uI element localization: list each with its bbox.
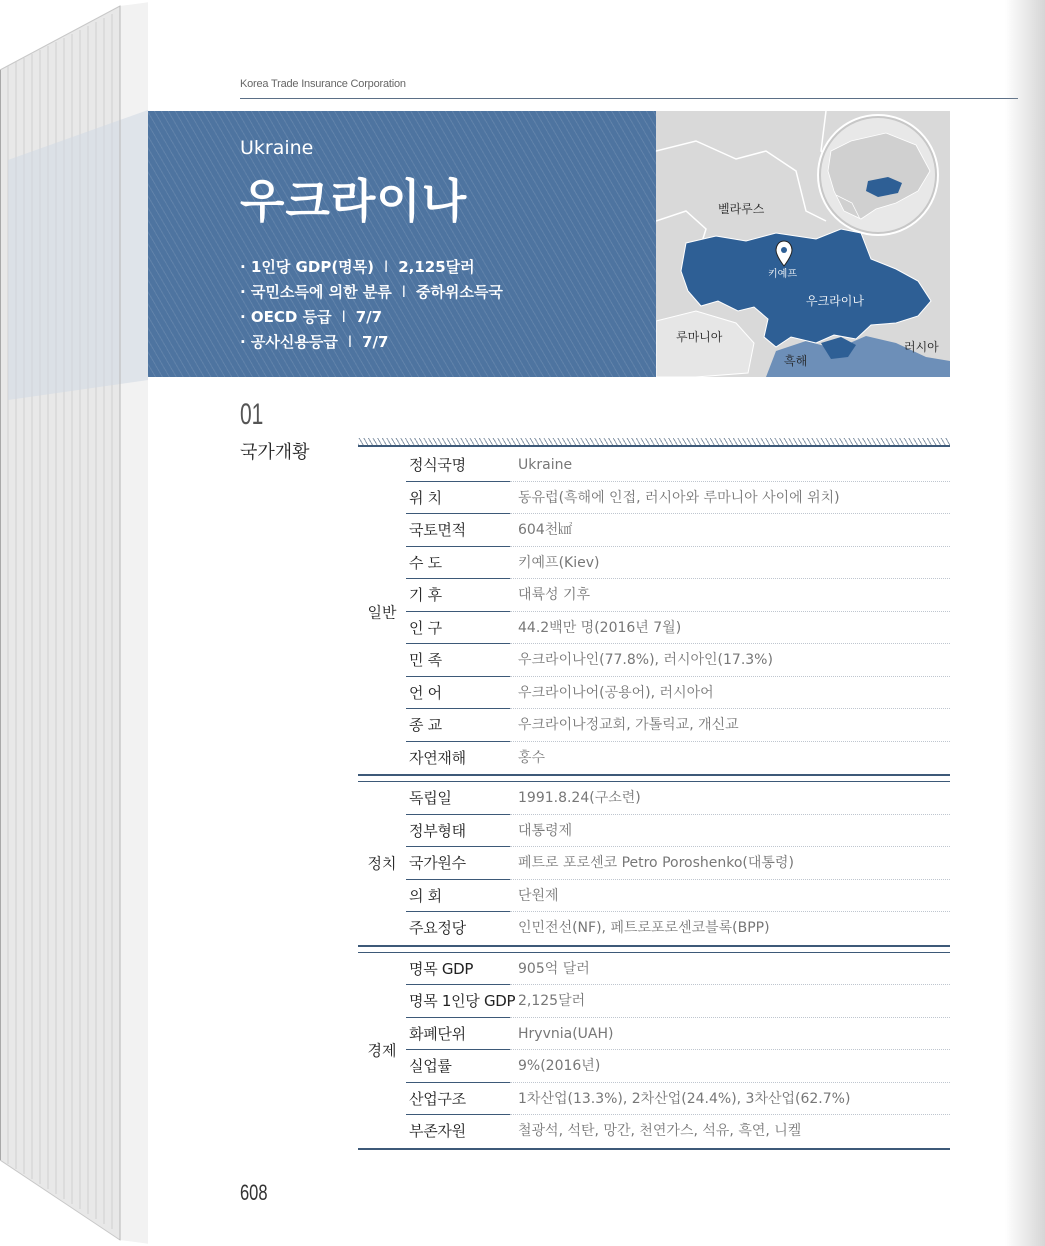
group-general — [358, 449, 950, 776]
row-key: 인 구 — [406, 612, 510, 645]
fact-item — [240, 305, 503, 330]
fact-item — [240, 255, 503, 280]
header-rule — [240, 98, 1018, 99]
table-row — [406, 782, 950, 815]
group-label: 일반 — [367, 603, 397, 621]
map-label-belarus: 벨라루스 — [718, 202, 765, 216]
fact-value: 7/7 — [362, 333, 389, 351]
running-head: Korea Trade Insurance Corporation — [240, 78, 406, 90]
row-value: 홍수 — [518, 749, 546, 766]
map-label-ukraine: 우크라이나 — [806, 294, 864, 308]
row-key: 화폐단위 — [406, 1018, 510, 1051]
country-banner — [148, 111, 656, 377]
row-value: 페트로 포로센코 Petro Poroshenko(대통령) — [510, 847, 950, 880]
book-page — [148, 2, 1018, 1244]
row-value: 철광석, 석탄, 망간, 천연가스, 석유, 흑연, 니켈 — [518, 1123, 802, 1139]
group-politics — [358, 781, 950, 947]
table-row — [406, 847, 950, 880]
location-map — [656, 111, 950, 377]
key-facts-list — [240, 255, 503, 355]
fact-item — [240, 330, 503, 355]
row-value: 우크라이나어(공용어), 러시아어 — [510, 677, 950, 710]
row-key: 정식국명 — [406, 449, 510, 482]
row-key: 명목 1인당 GDP — [406, 985, 510, 1018]
row-value: 동유럽(흑해에 인접, 러시아와 루마니아 사이에 위치) — [510, 482, 950, 515]
row-key: 민 족 — [406, 644, 510, 677]
row-value: 우크라이나정교회, 가톨릭교, 개신교 — [510, 709, 950, 742]
row-value: 1차산업(13.3%), 2차산업(24.4%), 3차산업(62.7%) — [510, 1083, 950, 1116]
row-key: 국가원수 — [406, 847, 510, 880]
row-key: 명목 GDP — [406, 953, 510, 986]
row-value: 대륙성 기후 — [510, 579, 950, 612]
row-key: 언 어 — [406, 677, 510, 710]
table-header-bar — [358, 438, 950, 447]
row-key: 의 회 — [406, 880, 510, 913]
section-number: 01 — [240, 398, 264, 431]
table-row — [406, 742, 950, 775]
row-value: 2,125달러 — [510, 985, 950, 1018]
row-value: 604천㎢ — [510, 514, 950, 547]
row-key: 정부형태 — [406, 815, 510, 848]
map-label-romania: 루마니아 — [676, 330, 723, 344]
table-row — [406, 514, 950, 547]
row-key: 위 치 — [406, 482, 510, 515]
row-key: 주요정당 — [409, 919, 466, 937]
row-key: 실업률 — [406, 1050, 510, 1083]
fact-value: 7/7 — [355, 308, 383, 326]
row-value: 44.2백만 명(2016년 7월) — [510, 612, 950, 645]
map-label-black-sea: 흑해 — [784, 354, 808, 368]
fact-label: · OECD 등급 — [240, 308, 332, 326]
row-key: 자연재해 — [409, 748, 466, 767]
row-key: 종 교 — [406, 709, 510, 742]
table-row — [406, 1115, 950, 1148]
row-value: 우크라이나인(77.8%), 러시아인(17.3%) — [510, 644, 950, 677]
row-value: 단원제 — [510, 880, 950, 913]
table-row — [406, 709, 950, 742]
row-value: 대통령제 — [510, 815, 950, 848]
fact-separator: l — [401, 283, 406, 301]
row-value: Hryvnia(UAH) — [510, 1018, 950, 1051]
fact-value: 중하위소득국 — [415, 283, 503, 301]
table-row — [406, 1083, 950, 1116]
table-row — [406, 677, 950, 710]
map-label-kiev: 키예프 — [768, 269, 797, 280]
row-value: 인민전선(NF), 페트로포로센코블록(BPP) — [518, 920, 770, 936]
fact-separator: l — [341, 308, 346, 326]
row-key: 산업구조 — [406, 1083, 510, 1116]
section-title: 국가개황 — [240, 442, 310, 463]
row-value: 키예프(Kiev) — [510, 547, 950, 580]
book-page-edges — [0, 0, 150, 1246]
row-key: 부존자원 — [409, 1122, 466, 1140]
page-number: 608 — [240, 1180, 268, 1205]
row-value: 905억 달러 — [510, 953, 950, 986]
row-value: Ukraine — [510, 449, 950, 482]
country-overview-table — [358, 449, 950, 1150]
fact-label: · 공사신용등급 — [240, 333, 338, 351]
fact-label: · 1인당 GDP(명목) — [240, 258, 374, 276]
table-row — [406, 449, 950, 482]
table-row — [406, 482, 950, 515]
table-row — [406, 985, 950, 1018]
table-row — [406, 1018, 950, 1051]
fact-label: · 국민소득에 의한 분류 — [240, 283, 392, 301]
country-name-en: Ukraine — [240, 137, 314, 159]
row-value: 1991.8.24(구소련) — [510, 782, 950, 815]
group-label: 정치 — [367, 854, 397, 873]
table-row — [406, 612, 950, 645]
fact-value: 2,125달러 — [398, 258, 475, 276]
table-row — [406, 644, 950, 677]
page-curl-shadow — [1005, 0, 1045, 1246]
table-row — [406, 579, 950, 612]
table-row — [406, 547, 950, 580]
row-key: 국토면적 — [406, 514, 510, 547]
group-economy — [358, 952, 950, 1150]
table-row — [406, 880, 950, 913]
table-row — [406, 815, 950, 848]
row-key: 수 도 — [406, 547, 510, 580]
fact-separator: l — [384, 258, 389, 276]
table-row — [406, 912, 950, 945]
row-value: 9%(2016년) — [510, 1050, 950, 1083]
fact-separator: l — [347, 333, 353, 351]
row-key: 기 후 — [406, 579, 510, 612]
row-key: 독립일 — [406, 782, 510, 815]
map-label-russia: 러시아 — [904, 340, 939, 354]
table-row — [406, 953, 950, 986]
table-row — [406, 1050, 950, 1083]
group-label: 경제 — [367, 1041, 397, 1060]
country-name-ko: 우크라이나 — [240, 174, 468, 228]
fact-item — [240, 280, 503, 305]
